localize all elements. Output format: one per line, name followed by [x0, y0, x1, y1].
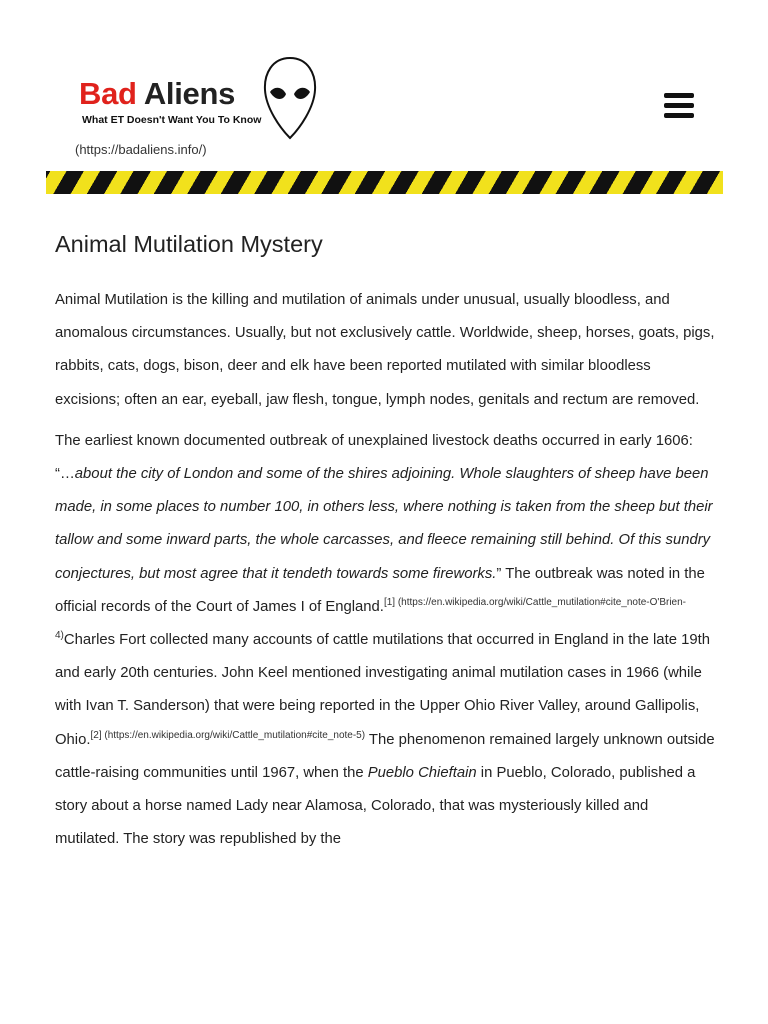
logo-url: (https://badaliens.info/): [75, 142, 207, 157]
logo-aliens: Aliens: [143, 76, 236, 111]
citation-1-url[interactable]: (https://en.wikipedia.org/wiki/Cattle_mutilation#cite_note-O'Brien-4): [55, 596, 686, 642]
citation-2-label[interactable]: [2]: [90, 729, 102, 741]
citation-2-url[interactable]: (https://en.wikipedia.org/wiki/Cattle_mutilation#cite_note-5): [101, 729, 366, 741]
hazard-stripe-divider: [46, 171, 723, 194]
logo-tagline: What ET Doesn't Want You To Know: [82, 114, 262, 126]
history-text-b: ” The outbreak was noted in the official records of the Court of James I of England.: [55, 565, 705, 615]
citation-1-label[interactable]: [1]: [383, 596, 396, 608]
citation-2[interactable]: [90, 730, 365, 741]
logo-title: [79, 76, 235, 112]
hamburger-menu-icon[interactable]: [664, 93, 694, 119]
logo-bad: Bad: [79, 76, 137, 111]
history-text-a: The earliest known documented outbreak of unexplained livestock deaths occurred in early 1606: “…: [55, 432, 693, 483]
paragraph-history: [55, 425, 715, 857]
article-body: [55, 284, 715, 864]
publication-name: Pueblo Chieftain: [367, 764, 477, 781]
paragraph-intro: Animal Mutilation is the killing and mutilation of animals under unusual, usually bloodless, and anomalous circumstances. Usually, but not exclusively cattle. Worldwide, sheep, horses, goats, pigs, rabbits, cats, dogs, bison, deer and elk have been reported mutilated with similar bloodless excisions; often an ear, eyeball, jaw flesh, tongue, lymph nodes, genitals and rectum are removed.: [55, 292, 715, 408]
site-logo[interactable]: [76, 56, 316, 140]
historical-quote: about the city of London and some of the shires adjoining. Whole slaughters of sheep have been made, in some places to number 100, in others less, where nothing is taken from the sheep but their tallow and some inward parts, the whole carcasses, and fleece remaining still behind. Of this sundry conjectures, but most agree that it tendeth towards some fireworks.: [55, 466, 713, 582]
page-title: Animal Mutilation Mystery: [55, 231, 323, 257]
history-text-d: The phenomenon remained largely unknown outside cattle-raising communities until 1967, when the: [55, 731, 715, 781]
history-text-c: Charles Fort collected many accounts of cattle mutilations that occurred in England in the late 19th and early 20th centuries. John Keel mentioned investigating animal mutilation cases in 1966 (while with Ivan T. Sanderson) that were being reported in the Upper Ohio River Valley, around Gallipolis, Ohio.: [55, 632, 710, 748]
history-text-e: in Pueblo, Colorado, published a story about a horse named Lady near Alamosa, Colorado, that was mysteriously killed and mutilated. The story was republished by the: [55, 764, 696, 848]
alien-head-icon: [262, 56, 318, 140]
